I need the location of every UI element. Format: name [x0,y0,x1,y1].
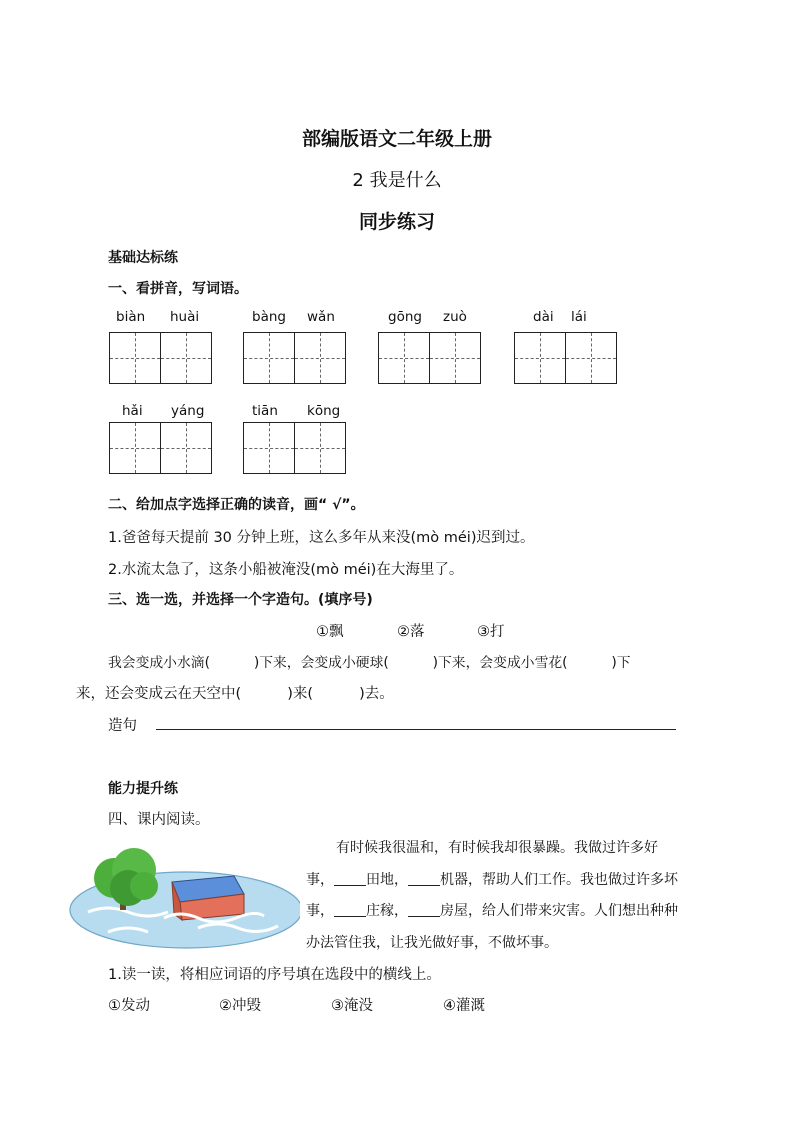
q3-text-line-2: 来，还会变成云在天空中( )来( )去。 [76,686,394,702]
sentence-label: 造句 [108,718,137,734]
q4-sub-1: 1.读一读，将相应词语的序号填在选段中的横线上。 [108,967,441,983]
pinyin: tiān [252,403,278,419]
pinyin: gōng [388,309,422,325]
pinyin: biàn [116,309,146,325]
writing-grid[interactable] [243,332,346,384]
answer-blank[interactable] [408,902,440,917]
section-basic: 基础达标练 [108,250,178,266]
writing-grid[interactable] [243,422,346,474]
q1-heading: 一、看拼音，写词语。 [108,281,248,297]
q3-heading: 三、选一选，并选择一个字造句。(填序号) [108,592,373,608]
q3-text-line-1: 我会变成小水滴( )下来，会变成小硬球( )下来，会变成小雪花( )下 [108,655,631,671]
answer-blank[interactable] [334,902,366,917]
choice-4: ④灌溉 [443,998,485,1014]
pinyin: bàng [252,309,286,325]
q2-heading: 二、给加点字选择正确的读音，画“ √”。 [108,497,365,513]
pinyin: hǎi [122,403,143,419]
page-title: 部编版语文二年级上册 [301,128,492,150]
pinyin: yáng [171,403,205,419]
pinyin: huài [170,309,200,325]
passage-line-1: 有时候我很温和，有时候我却很暴躁。我做过许多好 [336,840,658,856]
passage-line-3: 事， 庄稼， 房屋，给人们带来灾害。人们想出种种 [306,903,678,919]
pinyin: kōng [307,403,341,419]
passage-line-4: 办法管住我，让我光做好事，不做坏事。 [306,935,558,951]
option-piao: ①飘 [316,624,344,640]
pinyin: lái [571,309,587,325]
q2-sentence-1: 1.爸爸每天提前 30 分钟上班，这么多年从来没(mò méi)迟到过。 [108,530,535,546]
page-subtitle: 同步练习 [358,211,435,233]
pinyin: wǎn [307,309,335,325]
pinyin: dài [533,309,554,325]
choice-3: ③淹没 [331,998,373,1014]
writing-grid[interactable] [514,332,617,384]
answer-blank[interactable] [334,871,366,886]
option-da: ③打 [477,624,505,640]
option-luo: ②落 [397,624,425,640]
writing-grid[interactable] [109,422,212,474]
answer-blank[interactable] [408,871,440,886]
passage-line-2: 事， 田地， 机器，帮助人们工作。我也做过许多坏 [306,872,678,888]
q4-heading: 四、课内阅读。 [108,812,210,828]
q2-sentence-2: 2.水流太急了，这条小船被淹没(mò méi)在大海里了。 [108,562,464,578]
writing-grid[interactable] [378,332,481,384]
writing-grid[interactable] [109,332,212,384]
pinyin: zuò [443,309,467,325]
lesson-title: 2 我是什么 [352,170,442,191]
sentence-answer-line[interactable] [156,729,676,730]
choice-2: ②冲毁 [219,998,261,1014]
choice-1: ①发动 [108,998,150,1014]
flood-illustration [68,840,300,952]
section-advanced: 能力提升练 [108,781,178,797]
